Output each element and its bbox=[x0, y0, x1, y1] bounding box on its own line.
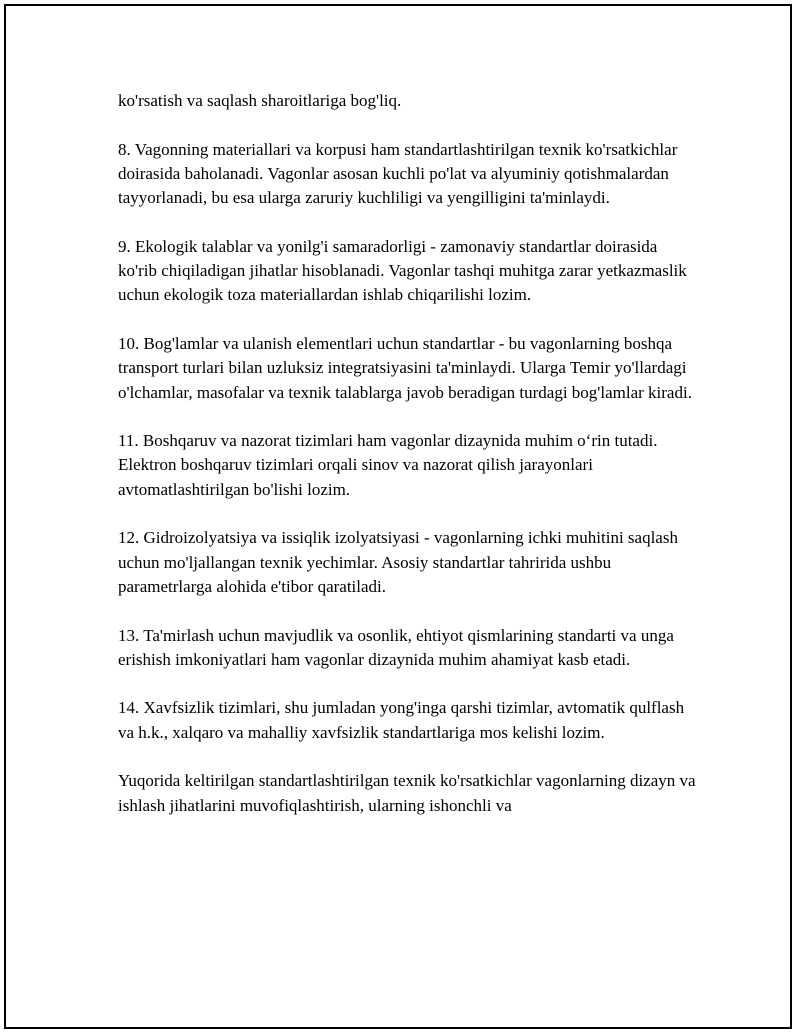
paragraph-item-11: 11. Boshqaruv va nazorat tizimlari ham vagonlar dizaynida muhim o‘rin tutadi. Elektron boshqaruv tizimlari orqali sinov va nazorat qilish jarayonlari avtomatlashtirilgan bo'lishi lozim. bbox=[118, 431, 658, 499]
paragraph-conclusion: Yuqorida keltirilgan standartlashtirilgan texnik ko'rsatkichlar vagonlarning dizayn va ishlash jihatlarini muvofiqlashtirish, ularning ishonchli va bbox=[118, 771, 696, 815]
paragraph-item-14: 14. Xavfsizlik tizimlari, shu jumladan yong'inga qarshi tizimlar, avtomatik qulflash va h.k., xalqaro va mahalliy xavfsizlik standartlariga mos kelishi lozim. bbox=[118, 698, 685, 742]
document-body bbox=[118, 89, 698, 842]
paragraph-item-9: 9. Ekologik talablar va yonilg'i samaradorligi - zamonaviy standartlar doirasida ko'rib chiqiladigan jihatlar hisoblanadi. Vagonlar tashqi muhitga zarar yetkazmaslik uchun ekologik toza materiallardan ishlab chiqarilishi lozim. bbox=[118, 236, 687, 305]
paragraph-item-12: 12. Gidroizolyatsiya va issiqlik izolyatsiyasi - vagonlarning ichki muhitini saqlash uchun mo'ljallangan texnik yechimlar. Asosiy standartlar tahririda ushbu parametrlarga alohida e'tibor qaratiladi. bbox=[118, 528, 678, 596]
paragraph-item-10: 10. Bog'lamlar va ulanish elementlari uchun standartlar - bu vagonlarning boshqa transport turlari bilan uzluksiz integratsiyasini ta'minlaydi. Ularga Temir yo'llardagi o'lchamlar, masofalar va texnik talablarga javob beradigan turdagi bog'lamlar kiradi. bbox=[118, 333, 692, 402]
paragraph-item-13: 13. Ta'mirlash uchun mavjudlik va osonlik, ehtiyot qismlarining standarti va unga erishish imkoniyatlari ham vagonlar dizaynida muhim ahamiyat kasb etadi. bbox=[118, 625, 674, 669]
paragraph-item-8: 8. Vagonning materiallari va korpusi ham standartlashtirilgan texnik ko'rsatkichlar doirasida baholanadi. Vagonlar asosan kuchli po'lat va alyuminiy qotishmalardan tayyorlanadi, bu esa ularga zaruriy kuchliligi va yengilligini ta'minlaydi. bbox=[118, 139, 678, 208]
paragraph-continuation: ko'rsatish va saqlash sharoitlariga bog'liq. bbox=[118, 91, 402, 110]
